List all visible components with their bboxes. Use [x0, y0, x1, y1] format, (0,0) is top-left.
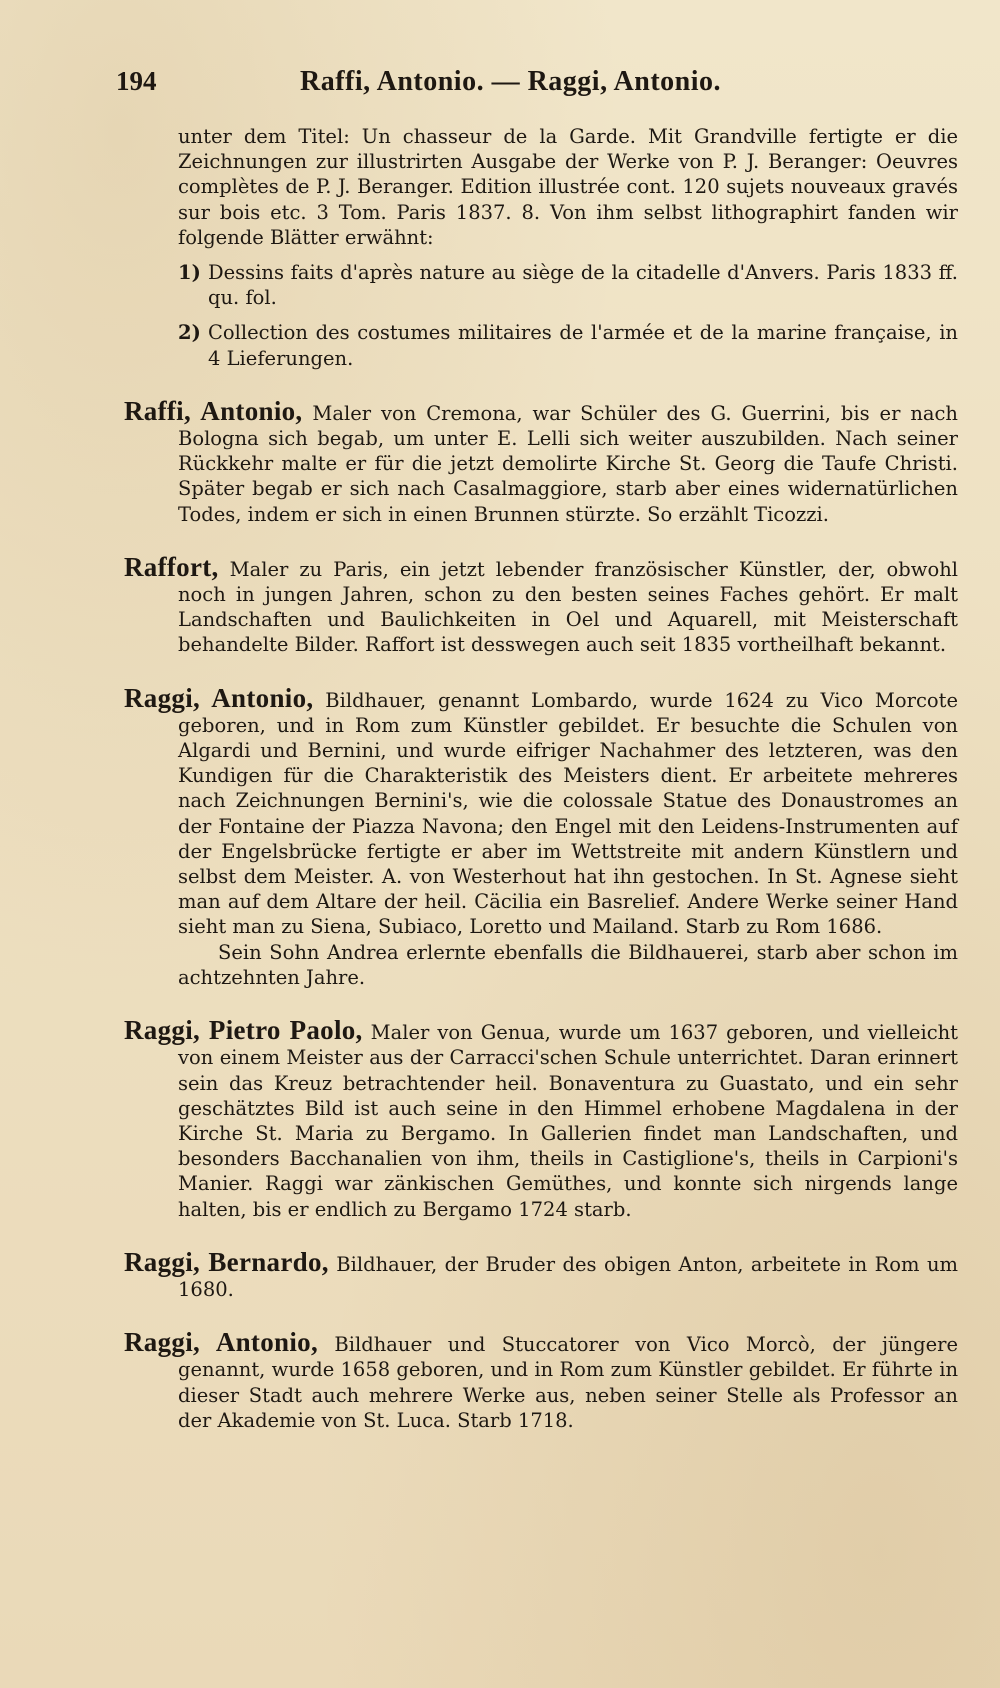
entry-headword: Raffi, Antonio, [124, 395, 303, 426]
list-item-text: Collection des costumes militaires de l'armée et de la marine française, in 4 Lieferungen. [208, 321, 958, 370]
list-item-text: Dessins faits d'après nature au siège de la citadelle d'Anvers. Paris 1833 ff. qu. fol. [208, 261, 958, 310]
list-marker: 2) [178, 321, 201, 345]
entry-headword: Raggi, Pietro Paolo, [124, 1015, 363, 1046]
entry-headword: Raggi, Antonio, [124, 1327, 318, 1358]
list-item-1 [124, 260, 958, 310]
list-marker: 1) [178, 261, 201, 285]
entry-raggi-pietro-paolo [124, 1015, 959, 1222]
entry-text: Maler zu Paris, ein jetzt lebender französischer Künstler, der, obwohl noch in jungen Jahren, schon zu den besten seines Faches gehört. Er malt Landschaften und Baulichkeiten in Oel und Aquarell, mit Meisterschaft behandelte Bilder. Raffort ist desswegen auch seit 1835 vortheilhaft bekannt. [178, 557, 958, 657]
entry-raggi-antonio [124, 682, 958, 940]
entry-text: Maler von Cremona, war Schüler des G. Guerrini, bis er nach Bologna sich begab, um unter E. Lelli sich weiter auszubilden. Nach seiner Rückkehr malte er für die jetzt demolirte Kirche St. Georg die Taufe Christi. Später begab er sich nach Casalmaggiore, starb aber eines widernatürlichen Todes, indem er sich in einen Brunnen stürzte. So erzählt Ticozzi. [178, 401, 958, 526]
entry-headword: Raggi, Bernardo, [124, 1246, 329, 1277]
entry-text: Bildhauer, der Bruder des obigen Anton, arbeitete in Rom um 1680. [178, 1252, 959, 1301]
continuation-paragraph: unter dem Titel: Un chasseur de la Garde. Mit Grandville fertigte er die Zeichnungen zur illustrirten Ausgabe der Werke von P. J. Beranger: Oeuvres complètes de P. J. Beranger. Edition illustrée cont. 120 sujets nouveaux gravés sur bois etc. 3 Tom. Paris 1837. 8. Von ihm selbst lithographirt fanden wir folgende Blätter erwähnt: [178, 125, 958, 249]
entry-headword: Raggi, Antonio, [124, 682, 314, 713]
entry-text: Bildhauer, genannt Lombardo, wurde 1624 zu Vico Morcote geboren, und in Rom zum Künstler gebildet. Er besuchte die Schulen von Algardi und Bernini, und wurde eifriger Nachahmer des letzteren, was den Kundigen für die Charakteristik des Meisters dient. Er arbeitete mehreres nach Zeichnungen Bernini's, wie die colossale Statue des Donaustromes an der Fontaine der Piazza Navona; den Engel mit den Leidens-Instrumenten auf der Engelsbrücke fertigte er aber im Wettstreite mit andern Künstlern und selbst dem Meister. A. von Westerhout hat ihn gestochen. In St. Agnese sieht man auf dem Altare der heil. Cäcilia ein Basrelief. Andere Werke seiner Hand sieht man zu Siena, Subiaco, Loretto und Mailand. Starb zu Rom 1686. [178, 688, 958, 939]
entry-raffort [124, 551, 958, 658]
entry-headword: Raffort, [124, 551, 219, 582]
entry-raffi-antonio [124, 395, 958, 527]
running-head [116, 58, 958, 106]
page-number: 194 [116, 66, 157, 96]
entry-subparagraph: Sein Sohn Andrea erlernte ebenfalls die Bildhauerei, starb aber schon im achtzehnten Jahre. [178, 940, 958, 989]
entry-raggi-bernardo [124, 1246, 959, 1302]
entry-raggi-antonio-junior [124, 1327, 958, 1433]
running-head-title: Raffi, Antonio. — Raggi, Antonio. [300, 66, 721, 97]
entry-text: Bildhauer und Stuccatorer von Vico Morcò, der jüngere genannt, wurde 1658 geboren, und in Rom zum Künstler gebildet. Er führte in dieser Stadt auch mehrere Werke aus, neben seiner Stelle als Professor an der Akademie von St. Luca. Starb 1718. [178, 1333, 958, 1432]
list-item-2 [124, 320, 958, 370]
entry-text: Maler von Genua, wurde um 1637 geboren, und vielleicht von einem Meister aus der Carracci'schen Schule unterrichtet. Daran erinnert sein das Kreuz betrachtender heil. Bonaventura zu Guastato, und ein sehr geschätztes Bild ist auch seine in den Himmel erhobene Magdalena in der Kirche St. Maria zu Bergamo. In Gallerien findet man Landschaften, und besonders Bacchanalien von ihm, theils in Castiglione's, theils in Carpioni's Manier. Raggi war zänkischen Gemüthes, und konnte sich nirgends lange halten, bis er endlich zu Bergamo 1724 starb. [178, 1021, 959, 1221]
